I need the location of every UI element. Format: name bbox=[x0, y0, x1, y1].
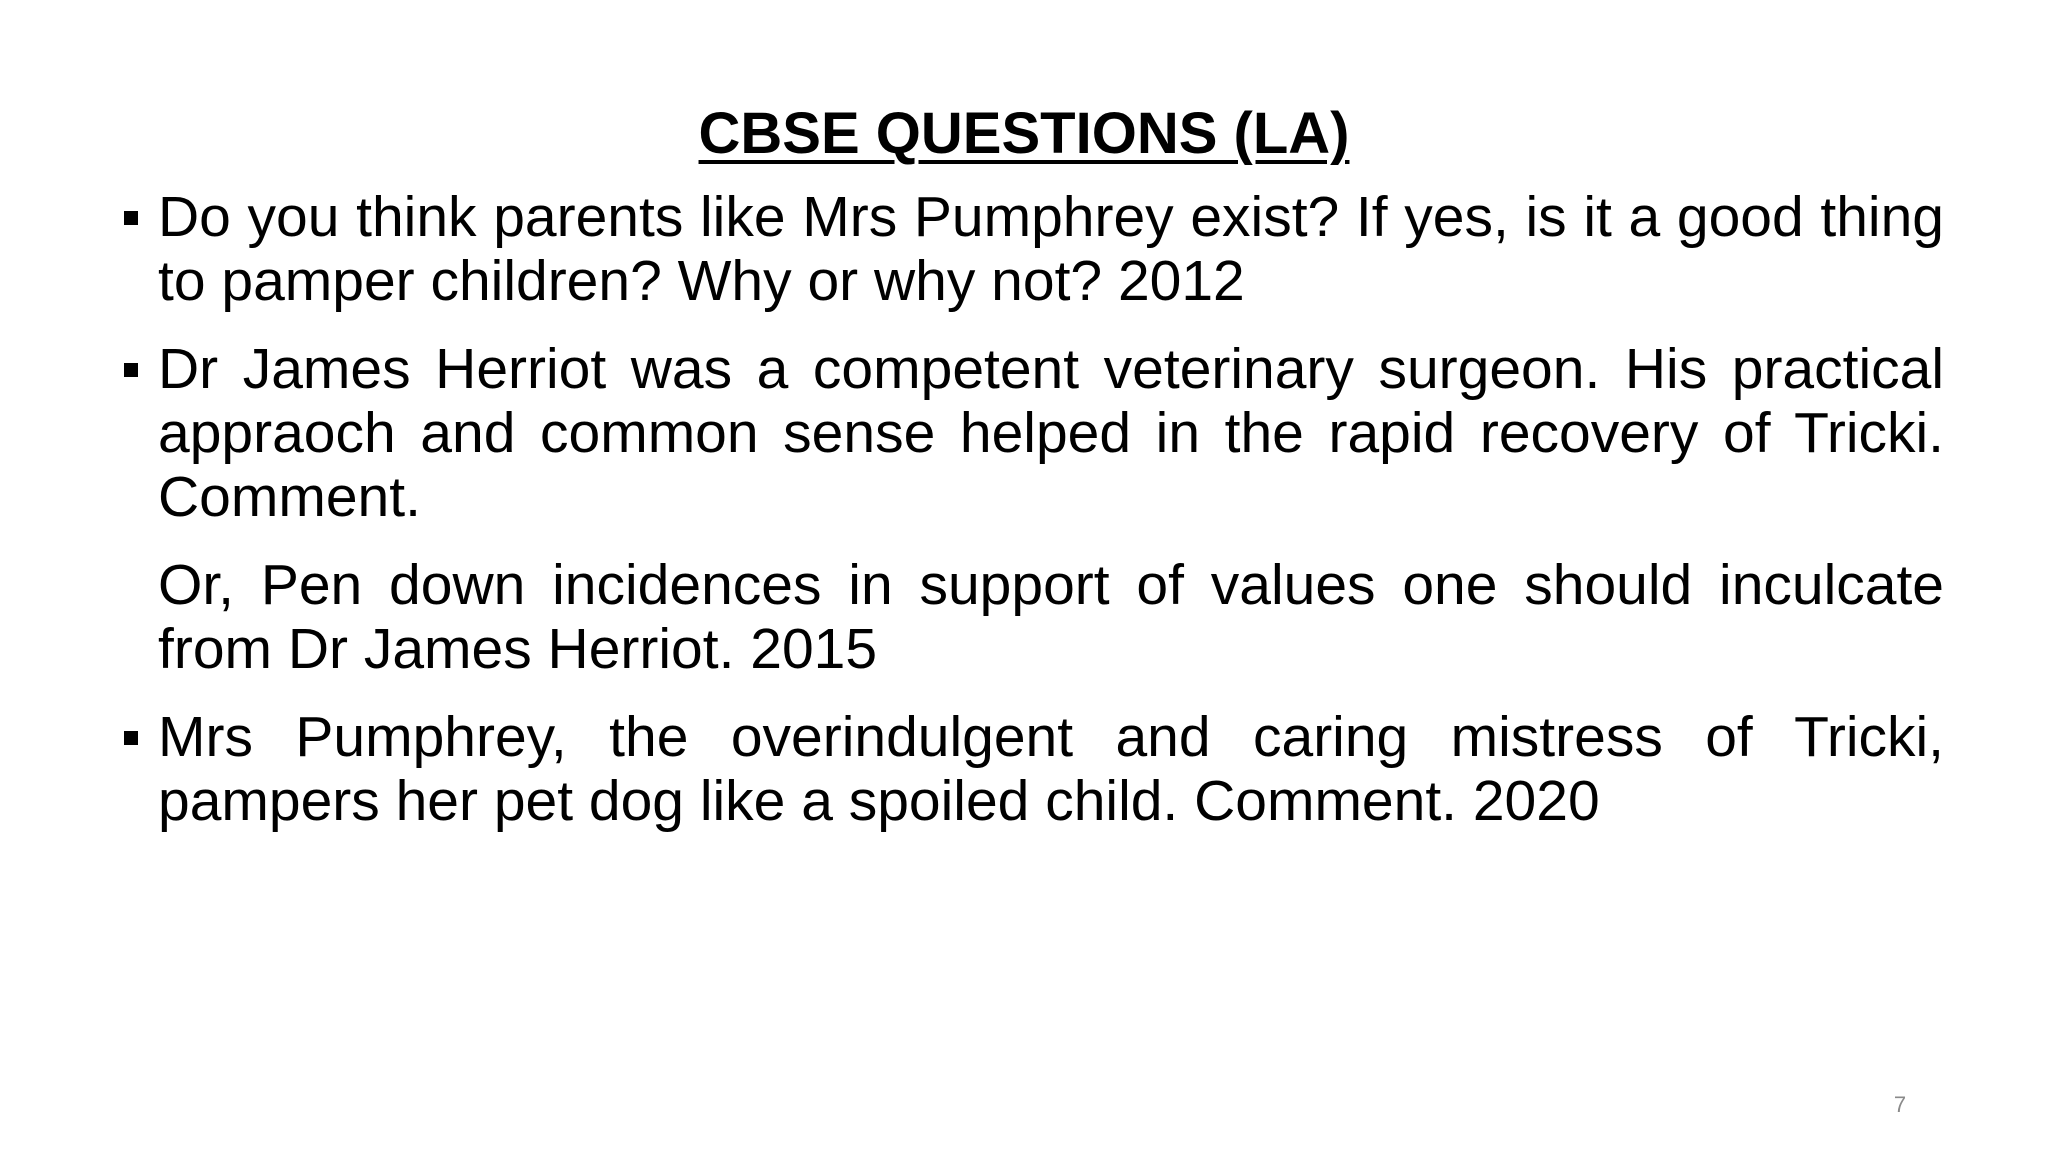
page-number: 7 bbox=[1893, 1092, 1907, 1117]
slide-title: CBSE QUESTIONS (LA) bbox=[698, 101, 1350, 166]
square-bullet-icon bbox=[124, 731, 138, 745]
question-item-2 bbox=[158, 337, 1944, 681]
question-list bbox=[158, 185, 1944, 857]
question-alternative-text: Or, Pen down incidences in support of values one should inculcate from Dr James Herriot. 2015 bbox=[158, 553, 1944, 681]
square-bullet-icon bbox=[124, 363, 138, 377]
square-bullet-icon bbox=[124, 211, 138, 225]
question-item-3 bbox=[158, 705, 1944, 833]
question-item-1 bbox=[158, 185, 1944, 313]
question-text: Dr James Herriot was a competent veterinary surgeon. His practical appraoch and common sense helped in the rapid recovery of Tricki. Comment. bbox=[158, 337, 1944, 529]
question-text: Mrs Pumphrey, the overindulgent and caring mistress of Tricki, pampers her pet dog like a spoiled child. Comment. 2020 bbox=[158, 705, 1944, 833]
question-text: Do you think parents like Mrs Pumphrey exist? If yes, is it a good thing to pamper children? Why or why not? 2012 bbox=[158, 185, 1944, 313]
